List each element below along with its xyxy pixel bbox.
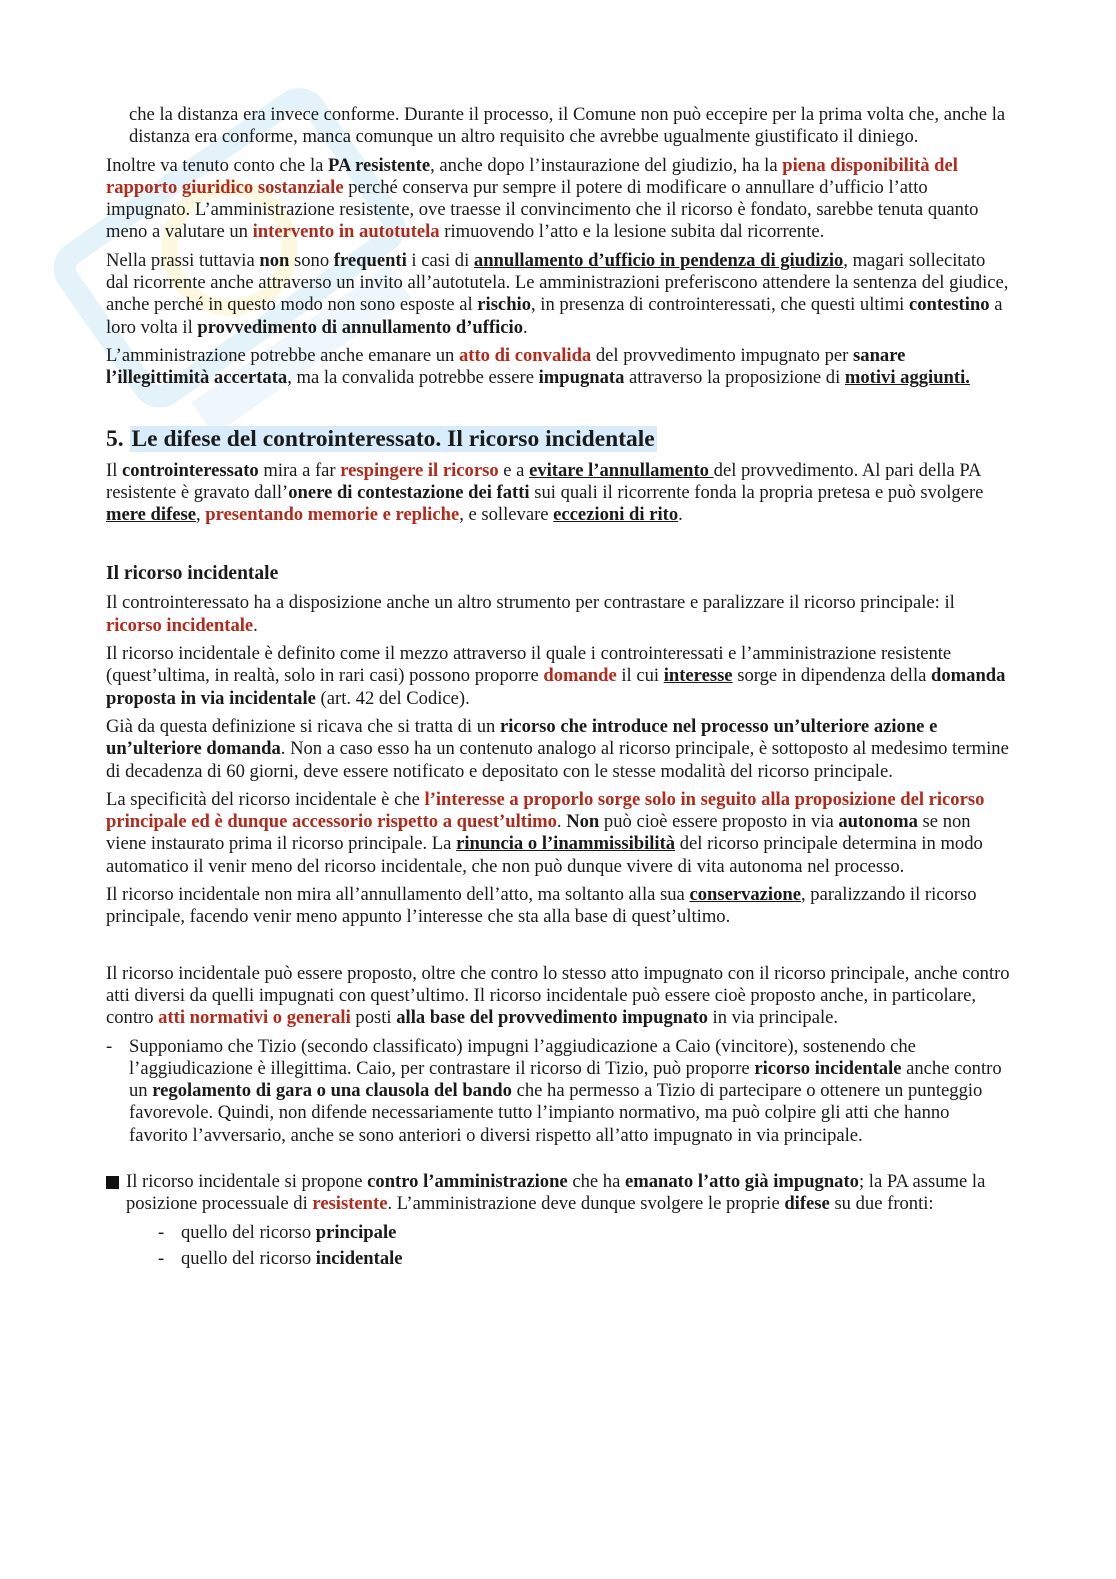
- text: attraverso la proposizione di: [624, 367, 845, 389]
- text: se non viene instaurato prima il ricorso principale. La: [106, 811, 971, 855]
- text: anche contro un: [129, 1057, 1002, 1102]
- highlight-term: atto di convalida: [458, 344, 592, 366]
- text: rimuovendo l’atto e la lesione subita dal ricorrente.: [439, 221, 825, 243]
- highlight-term: presentando memorie e repliche: [205, 504, 460, 526]
- paragraph-definizione: [106, 643, 1011, 710]
- bold-term: controinteressato: [122, 459, 259, 481]
- section-title: Le difese del controinteressato. Il ricorso incidentale: [131, 425, 655, 452]
- dash-bullet: -: [158, 1221, 165, 1243]
- text: Il: [106, 459, 123, 481]
- underlined-term: mere difese: [106, 504, 196, 526]
- text: quello del ricorso: [181, 1221, 316, 1243]
- text: L’amministrazione potrebbe anche emanare un: [106, 344, 459, 366]
- highlight-term: piena disponibilità del rapporto giuridico sostanziale: [106, 154, 958, 198]
- text: Il controinteressato ha a disposizione anche un altro strumento per contrastare e paralizzare il ricorso principale: il: [106, 592, 955, 614]
- bold-term: alla base del provvedimento impugnato: [396, 1007, 708, 1029]
- text: , e sollevare: [459, 504, 554, 526]
- text: su due fronti:: [829, 1193, 934, 1215]
- highlight-term: l’interesse a proporlo sorge solo in seguito alla proposizione del ricorso principale ed è dunque accessorio rispetto a quest’ultimo: [106, 788, 985, 833]
- text: sui quali il ricorrente fonda la propria pretesa e può svolgere: [529, 481, 984, 503]
- text: , magari sollecitato dal ricorrente anche attraverso un invito all’autotutela. Le amministrazioni preferiscono attendere la sentenza del giudice, anche perché in questo modo non sono esposte al: [106, 249, 1009, 316]
- text: ; la PA assume la posizione processuale di: [126, 1170, 986, 1215]
- dash-bullet: -: [158, 1247, 165, 1269]
- bold-term: provvedimento di annullamento d’ufficio: [197, 316, 524, 338]
- section-number: 5.: [106, 425, 124, 452]
- text: , in presenza di controinteressati, che questi ultimi: [531, 294, 909, 316]
- subsection-heading: Il ricorso incidentale: [106, 563, 279, 585]
- sub-list-item: [106, 1222, 1011, 1244]
- text: posti: [350, 1007, 397, 1029]
- text: , paralizzando il ricorso principale, facendo venir meno appunto l’interesse che sta alla base di quest’ultimo.: [106, 884, 977, 928]
- text: a loro volta il: [106, 294, 1003, 338]
- paragraph-continuation: [106, 104, 1011, 149]
- highlight-term: resistente: [312, 1193, 388, 1215]
- bold-term: difese: [784, 1193, 830, 1215]
- square-bullet-icon: [106, 1176, 119, 1189]
- text: .: [523, 316, 528, 338]
- text: Il ricorso incidentale è definito come il mezzo attraverso il quale i controinteressati e l’amministrazione resistente (quest’ultima, in realtà, solo in rari casi) possono proporre: [106, 643, 952, 687]
- underlined-term: interesse: [663, 665, 733, 687]
- highlight-term: domande: [543, 665, 617, 687]
- text: che ha: [567, 1170, 625, 1192]
- paragraph-conservazione: [106, 884, 1011, 929]
- text: del provvedimento impugnato per: [591, 344, 854, 366]
- text: . Non a caso esso ha un contenuto analogo al ricorso principale, è sottoposto al medesimo termine di decadenza di 60 giorni, deve essere notificato e depositato con le stesse modalità del ricorso principale.: [106, 738, 1009, 782]
- text: sono: [289, 249, 334, 271]
- text: che la distanza era invece conforme. Durante il processo, il Comune non può eccepire per la prima volta che, anche la distanza era conforme, manca comunque un altro requisito che avrebbe ugualmente giustificato il diniego.: [129, 104, 1006, 148]
- bold-term: principale: [315, 1221, 397, 1243]
- bold-term: non: [259, 249, 290, 271]
- highlight-term: respingere il ricorso: [340, 459, 499, 481]
- text: (art. 42 del Codice).: [315, 687, 470, 709]
- text: mira a far: [258, 459, 341, 481]
- text: il cui: [616, 665, 664, 687]
- text: , ma la convalida potrebbe essere: [287, 367, 539, 389]
- paragraph-convalida: [106, 345, 1011, 390]
- bold-term: PA resistente: [328, 154, 431, 176]
- underlined-term: annullamento d’ufficio in pendenza di giudizio: [473, 249, 844, 271]
- text: .: [253, 614, 258, 636]
- text: che ha permesso a Tizio di partecipare o ottenere un punteggio favorevole. Quindi, non difende necessariamente tutto l’impianto normativo, ma può colpire gli atti che hanno favorito l’avversario, anche se sono anteriori o diversi rispetto all’atto impugnato in via principale.: [129, 1080, 983, 1146]
- underlined-term: eccezioni di rito: [553, 504, 679, 526]
- bold-term: ricorso incidentale: [754, 1057, 902, 1079]
- bold-term: frequenti: [333, 249, 407, 271]
- text: .: [556, 811, 567, 833]
- section-heading: [106, 424, 1011, 454]
- sub-list-item: [106, 1248, 1011, 1270]
- text: Il ricorso incidentale non mira all’annullamento dell’atto, ma soltanto alla sua: [106, 884, 690, 906]
- underlined-term: evitare l’annullamento: [529, 459, 714, 481]
- bold-term: regolamento di gara o una clausola del bando: [152, 1080, 512, 1102]
- highlight-term: ricorso incidentale: [106, 614, 254, 636]
- bold-term: impugnata: [538, 367, 625, 389]
- text: Inoltre va tenuto conto che la: [106, 154, 329, 176]
- paragraph-pa-resistente: [106, 155, 1011, 244]
- underlined-term: conservazione: [689, 884, 801, 906]
- text: e a: [498, 459, 530, 481]
- text: Il ricorso incidentale si propone: [126, 1170, 368, 1192]
- highlight-term: atti normativi o generali: [158, 1007, 351, 1029]
- paragraph-ulteriore-azione: [106, 716, 1011, 783]
- bold-term: rischio: [477, 294, 531, 316]
- document-page: [106, 104, 1011, 1274]
- bold-term: incidentale: [315, 1247, 403, 1269]
- bold-term: Non: [566, 811, 600, 833]
- text: ,: [196, 504, 206, 526]
- text: .: [678, 504, 683, 526]
- text: può cioè essere proposto in via: [599, 811, 839, 833]
- underlined-term: rinuncia o l’inammissibilità: [456, 833, 676, 855]
- list-item-example: [106, 1036, 1011, 1147]
- bold-term: onere di contestazione dei fatti: [288, 481, 530, 503]
- text: , anche dopo l’instaurazione del giudizio, ha la: [430, 154, 783, 176]
- text: Supponiamo che Tizio (secondo classificato) impugni l’aggiudicazione a Caio (vincitore), sostenendo che l’aggiudicazione è illegittima. Caio, per contrastare il ricorso di Tizio, può proporre: [129, 1035, 916, 1079]
- text: Nella prassi tuttavia: [106, 249, 260, 271]
- list-item-square: [106, 1171, 1011, 1216]
- text: perché conserva pur sempre il potere di modificare o annullare d’ufficio l’atto impugnato. L’amministrazione resistente, ove traesse il convincimento che il ricorso è fondato, sarebbe tenuta quanto meno a valutare un: [106, 176, 979, 243]
- paragraph-atti-diversi: [106, 963, 1011, 1030]
- paragraph-strumento: [106, 592, 1011, 637]
- bold-term: ricorso che introduce nel processo un’ulteriore azione e un’ulteriore domanda: [106, 715, 938, 760]
- text: Il ricorso incidentale può essere proposto, oltre che contro lo stesso atto impugnato con il ricorso principale, anche contro atti diversi da quelli impugnati con quest’ultimo. Il ricorso incidentale può essere cioè proposto anche, in particolare, contro: [106, 962, 1010, 1029]
- bold-term: domanda proposta in via incidentale: [106, 665, 1006, 709]
- text: sorge in dipendenza della: [732, 665, 932, 687]
- highlight-term: intervento in autotutela: [252, 221, 440, 243]
- spacer: [106, 935, 1011, 963]
- text: Già da questa definizione si ricava che si tratta di un: [106, 715, 500, 737]
- bold-term: emanato l’atto già impugnato: [625, 1170, 859, 1192]
- text: del provvedimento. Al pari della PA resistente è gravato dall’: [106, 459, 981, 503]
- underlined-term: motivi aggiunti.: [844, 367, 970, 389]
- text: . L’amministrazione deve dunque svolgere le proprie: [387, 1193, 785, 1215]
- text: quello del ricorso: [181, 1247, 316, 1269]
- text: in via principale.: [707, 1007, 839, 1029]
- paragraph-controinteressato: [106, 460, 1011, 527]
- bold-term: sanare l’illegittimità accertata: [106, 344, 906, 389]
- text: i casi di: [406, 249, 474, 271]
- bold-term: autonoma: [838, 811, 918, 833]
- text: La specificità del ricorso incidentale è che: [106, 788, 425, 810]
- paragraph-specificita: [106, 789, 1011, 878]
- dash-bullet: -: [106, 1035, 113, 1057]
- paragraph-prassi: [106, 250, 1011, 339]
- text: del ricorso principale determina in modo automatico il venir meno del ricorso incidentale, che non può dunque vivere di vita autonoma nel processo.: [106, 833, 983, 877]
- bold-term: contestino: [908, 294, 990, 316]
- bold-term: contro l’amministrazione: [367, 1170, 568, 1192]
